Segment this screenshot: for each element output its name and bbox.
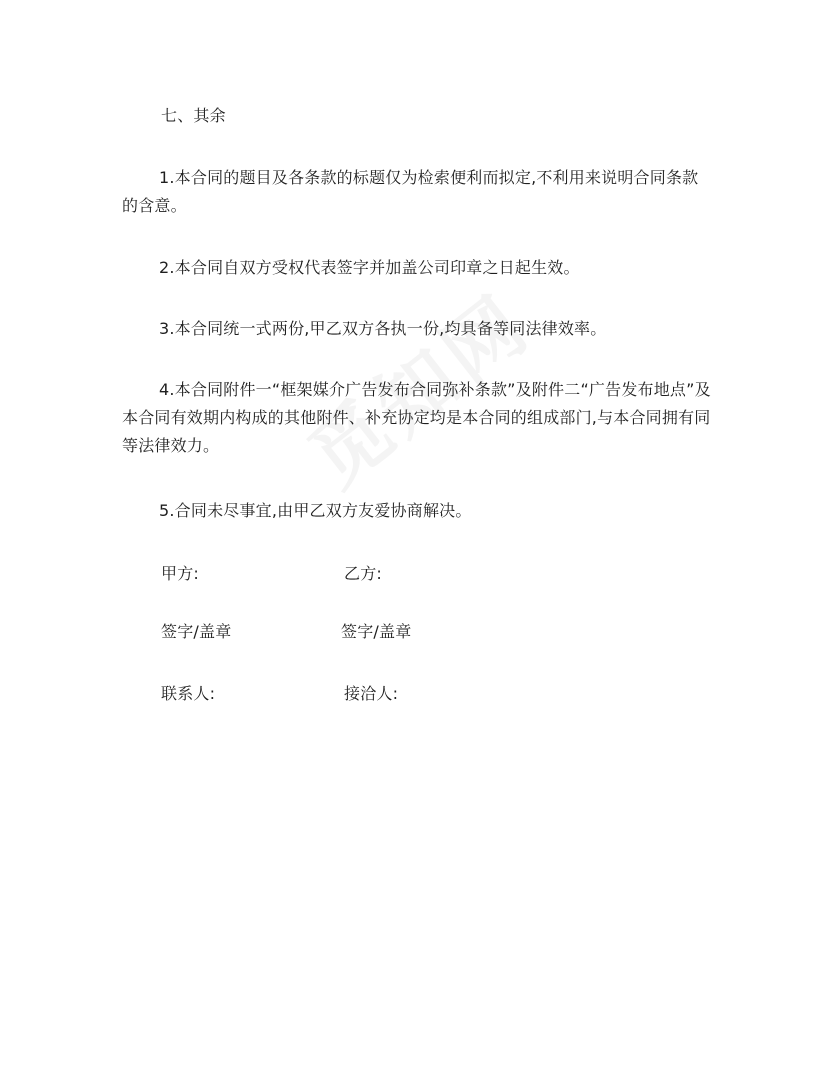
clause-1-text: 1.本合同的题目及各条款的标题仅为检索便利而拟定,不利用来说明合同条款的含意。 (122, 168, 699, 215)
party-a-label: 甲方: (161, 564, 199, 583)
party-b-contact: 接洽人: (344, 684, 399, 703)
section-heading: 七、其余 (161, 106, 226, 125)
party-b-sign: 签字/盖章 (341, 622, 412, 641)
clause-4-text: 4.本合同附件一“框架媒介广告发布合同弥补条款”及附件二“广告发布地点”及本合同有效期内构成的其他附件、补充协定均是本合同的组成部门,与本合同拥有同等法律效力。 (122, 380, 711, 455)
party-a-sign: 签字/盖章 (161, 622, 232, 641)
clause-5 (122, 497, 712, 525)
clause-5-text: 5.合同未尽事宜,由甲乙双方友爱协商解决。 (159, 501, 472, 520)
clause-2-text: 2.本合同自双方受权代表签字并加盖公司印章之日起生效。 (159, 258, 580, 277)
clause-4 (122, 376, 712, 460)
clause-2 (122, 254, 712, 282)
clause-1 (122, 164, 712, 220)
party-b-label: 乙方: (344, 564, 382, 583)
party-a-contact: 联系人: (161, 684, 216, 703)
clause-3-text: 3.本合同统一式两份,甲乙双方各执一份,均具备等同法律效率。 (159, 319, 607, 338)
clause-3 (122, 315, 712, 343)
